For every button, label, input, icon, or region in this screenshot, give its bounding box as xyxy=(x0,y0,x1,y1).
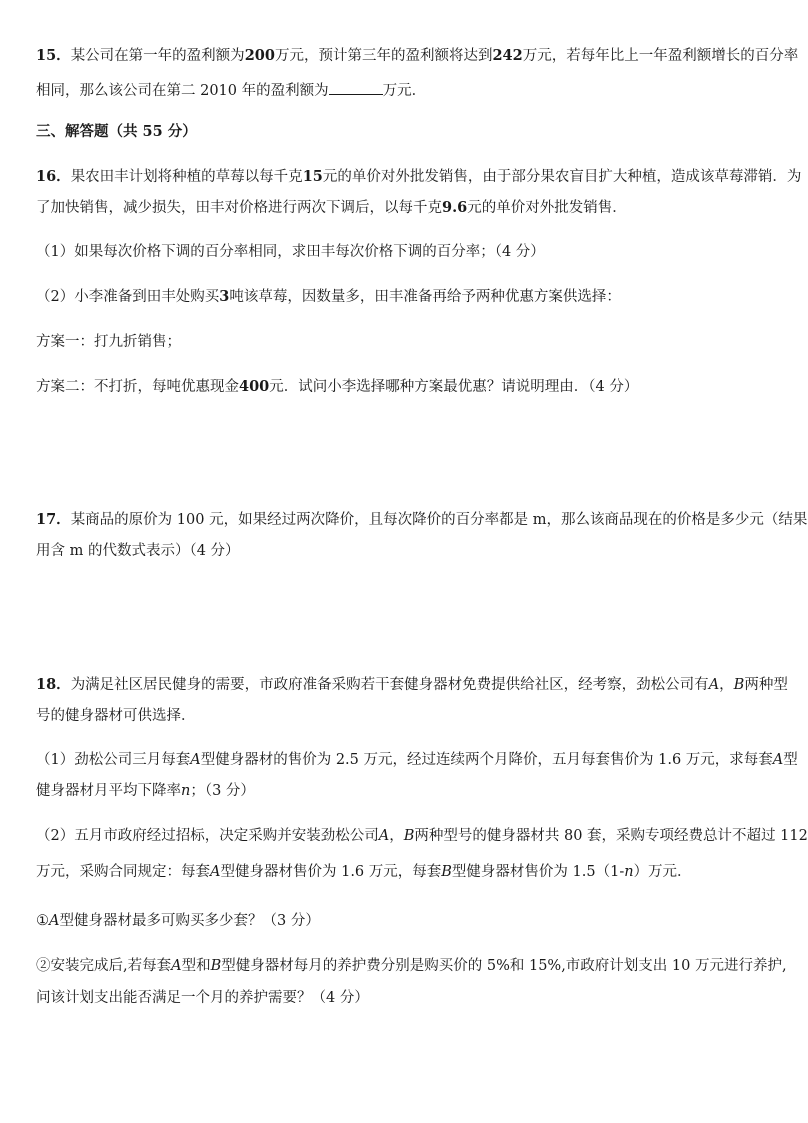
q18-sub-1: ①A型健身器材最多可购买多少套？（3 分） xyxy=(36,913,320,929)
q16-plan-1: 方案一：打九折销售； xyxy=(36,334,181,350)
q18-part-2-line-2: 万元，采购合同规定：每套A型健身器材售价为 1.6 万元，每套B型健身器材售价为 1.5（1-n）万元． xyxy=(36,864,692,880)
q16-part-1: （1）如果每次价格下调的百分率相同，求田丰每次价格下调的百分率；（4 分） xyxy=(36,244,545,260)
q18-number: 18． xyxy=(36,676,71,693)
q18-part-1-line-1: （1）劲松公司三月每套A型健身器材的售价为 2.5 万元，经过连续两个月降价，五月每套售价为 1.6 万元，求每套A型 xyxy=(36,752,798,768)
q15-line-1: 15．某公司在第一年的盈利额为200万元，预计第三年的盈利额将达到242万元，若每年比上一年盈利额增长的百分率 xyxy=(36,47,799,64)
q18-line-1: 18．为满足社区居民健身的需要，市政府准备采购若干套健身器材免费提供给社区，经考察，劲松公司有A，B两种型 xyxy=(36,676,788,693)
q16-line-2: 了加快销售，减少损失，田丰对价格进行两次下调后，以每千克9.6元的单价对外批发销售． xyxy=(36,199,627,216)
q18-part-1-line-2: 健身器材月平均下降率n；（3 分） xyxy=(36,783,255,799)
q15-line-2: 相同，那么该公司在第二 2010 年的盈利额为 万元． xyxy=(36,80,426,101)
q18-sub-2-line-2: 问该计划支出能否满足一个月的养护需要？（4 分） xyxy=(36,990,369,1006)
q17-number: 17． xyxy=(36,511,71,528)
q16-part-2: （2）小李准备到田丰处购买3吨该草莓，因数量多，田丰准备再给予两种优惠方案供选择： xyxy=(36,288,621,305)
q17-line-1: 17．某商品的原价为 100 元，如果经过两次降价，且每次降价的百分率都是 m，那么该商品现在的价格是多少元（结果 xyxy=(36,511,808,528)
q17-line-2: 用含 m 的代数式表示）（4 分） xyxy=(36,543,240,559)
q15-number: 15． xyxy=(36,47,71,64)
answer-blank[interactable] xyxy=(329,80,383,95)
section-heading: 三、解答题（共 55 分） xyxy=(36,123,197,140)
q18-sub-2-line-1: ②安装完成后,若每套A型和B型健身器材每月的养护费分别是购买价的 5%和 15%,市政府计划支出 10 万元进行养护, xyxy=(36,958,787,974)
q16-plan-2: 方案二：不打折，每吨优惠现金400元．试问小李选择哪种方案最优惠？请说明理由．（4 分） xyxy=(36,378,639,395)
q16-number: 16． xyxy=(36,168,71,185)
q18-part-2-line-1: （2）五月市政府经过招标，决定采购并安装劲松公司A，B两种型号的健身器材共 80 套，采购专项经费总计不超过 112 xyxy=(36,828,808,844)
q18-line-2: 号的健身器材可供选择． xyxy=(36,708,196,724)
q16-line-1: 16．果农田丰计划将种植的草莓以每千克15元的单价对外批发销售，由于部分果农盲目扩大种植，造成该草莓滞销．为 xyxy=(36,168,802,185)
